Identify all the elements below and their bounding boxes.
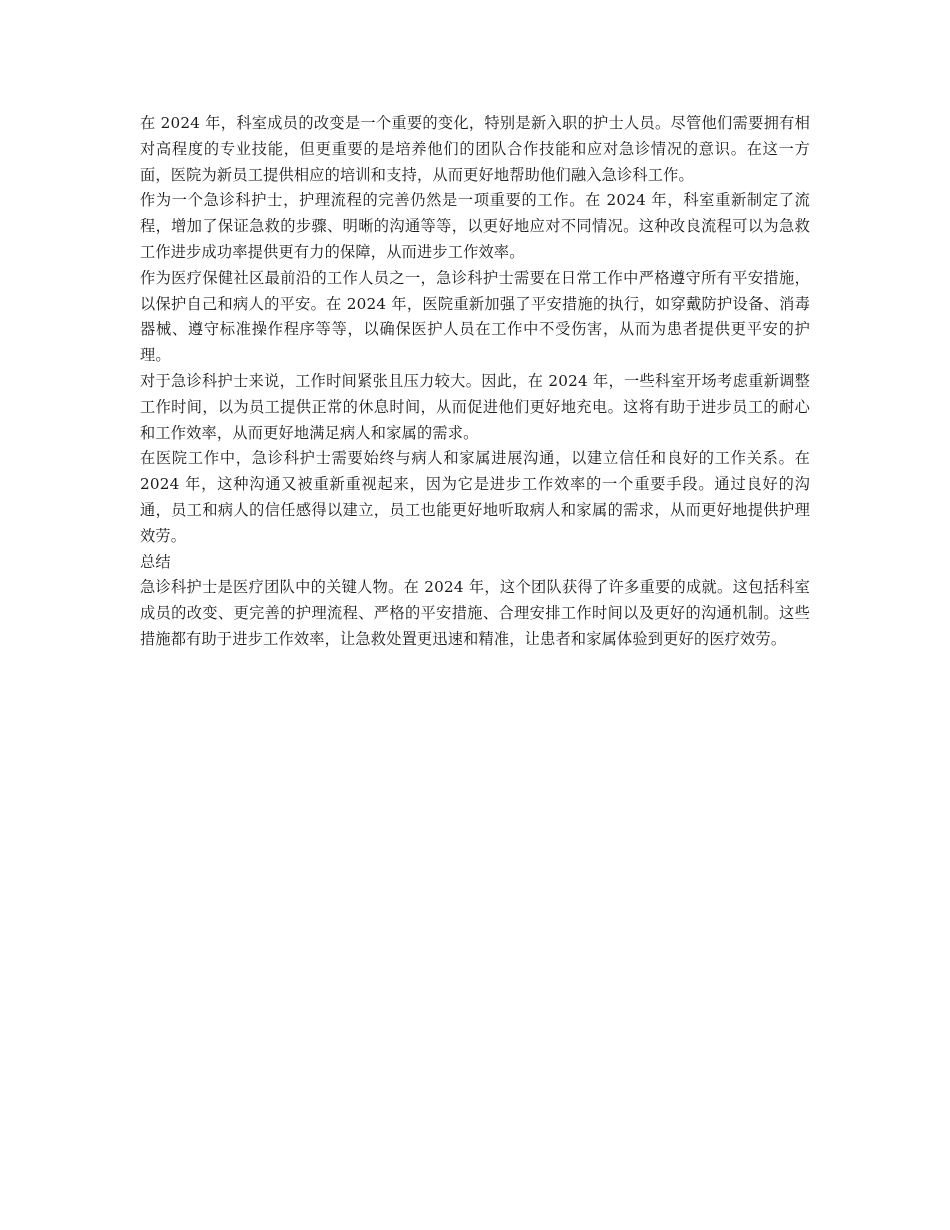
summary-paragraph: 急诊科护士是医疗团队中的关键人物。在 2024 年，这个团队获得了许多重要的成就。这包括科室成员的改变、更完善的护理流程、严格的平安措施、合理安排工作时间以及更好的沟通机制。这些措施都有助于进步工作效率，让急救处置更迅速和精准，让患者和家属体验到更好的医疗效劳。: [140, 578, 810, 648]
paragraph-communication: 在医院工作中，急诊科护士需要始终与病人和家属进展沟通，以建立信任和良好的工作关系。在 2024 年，这种沟通又被重新重视起来，因为它是进步工作效率的一个重要手段。通过良好的沟通，员工和病人的信任感得以建立，员工也能更好地听取病人和家属的需求，从而更好地提供护理效劳。: [140, 449, 810, 545]
paragraph-nursing-process: 作为一个急诊科护士，护理流程的完善仍然是一项重要的工作。在 2024 年，科室重新制定了流程，增加了保证急救的步骤、明晰的沟通等等，以更好地应对不同情况。这种改良流程可以为急救工作进步成功率提供更有力的保障，从而进步工作效率。: [140, 191, 810, 261]
paragraph-new-staff: 在 2024 年，科室成员的改变是一个重要的变化，特别是新入职的护士人员。尽管他们需要拥有相对高程度的专业技能，但更重要的是培养他们的团队合作技能和应对急诊情况的意识。在这一方面，医院为新员工提供相应的培训和支持，从而更好地帮助他们融入急诊科工作。: [140, 114, 810, 184]
paragraph-safety-measures: 作为医疗保健社区最前沿的工作人员之一，急诊科护士需要在日常工作中严格遵守所有平安措施，以保护自己和病人的平安。在 2024 年，医院重新加强了平安措施的执行，如穿戴防护设备、消毒器械、遵守标准操作程序等等，以确保医护人员在工作中不受伤害，从而为患者提供更平安的护理。: [140, 268, 810, 365]
summary-heading: 总结: [140, 552, 171, 571]
paragraph-work-hours: 对于急诊科护士来说，工作时间紧张且压力较大。因此，在 2024 年，一些科室开场考虑重新调整工作时间，以为员工提供正常的休息时间，从而促进他们更好地充电。这将有助于进步员工的耐心和工作效率，从而更好地满足病人和家属的需求。: [140, 371, 810, 442]
document-body: [140, 111, 810, 653]
